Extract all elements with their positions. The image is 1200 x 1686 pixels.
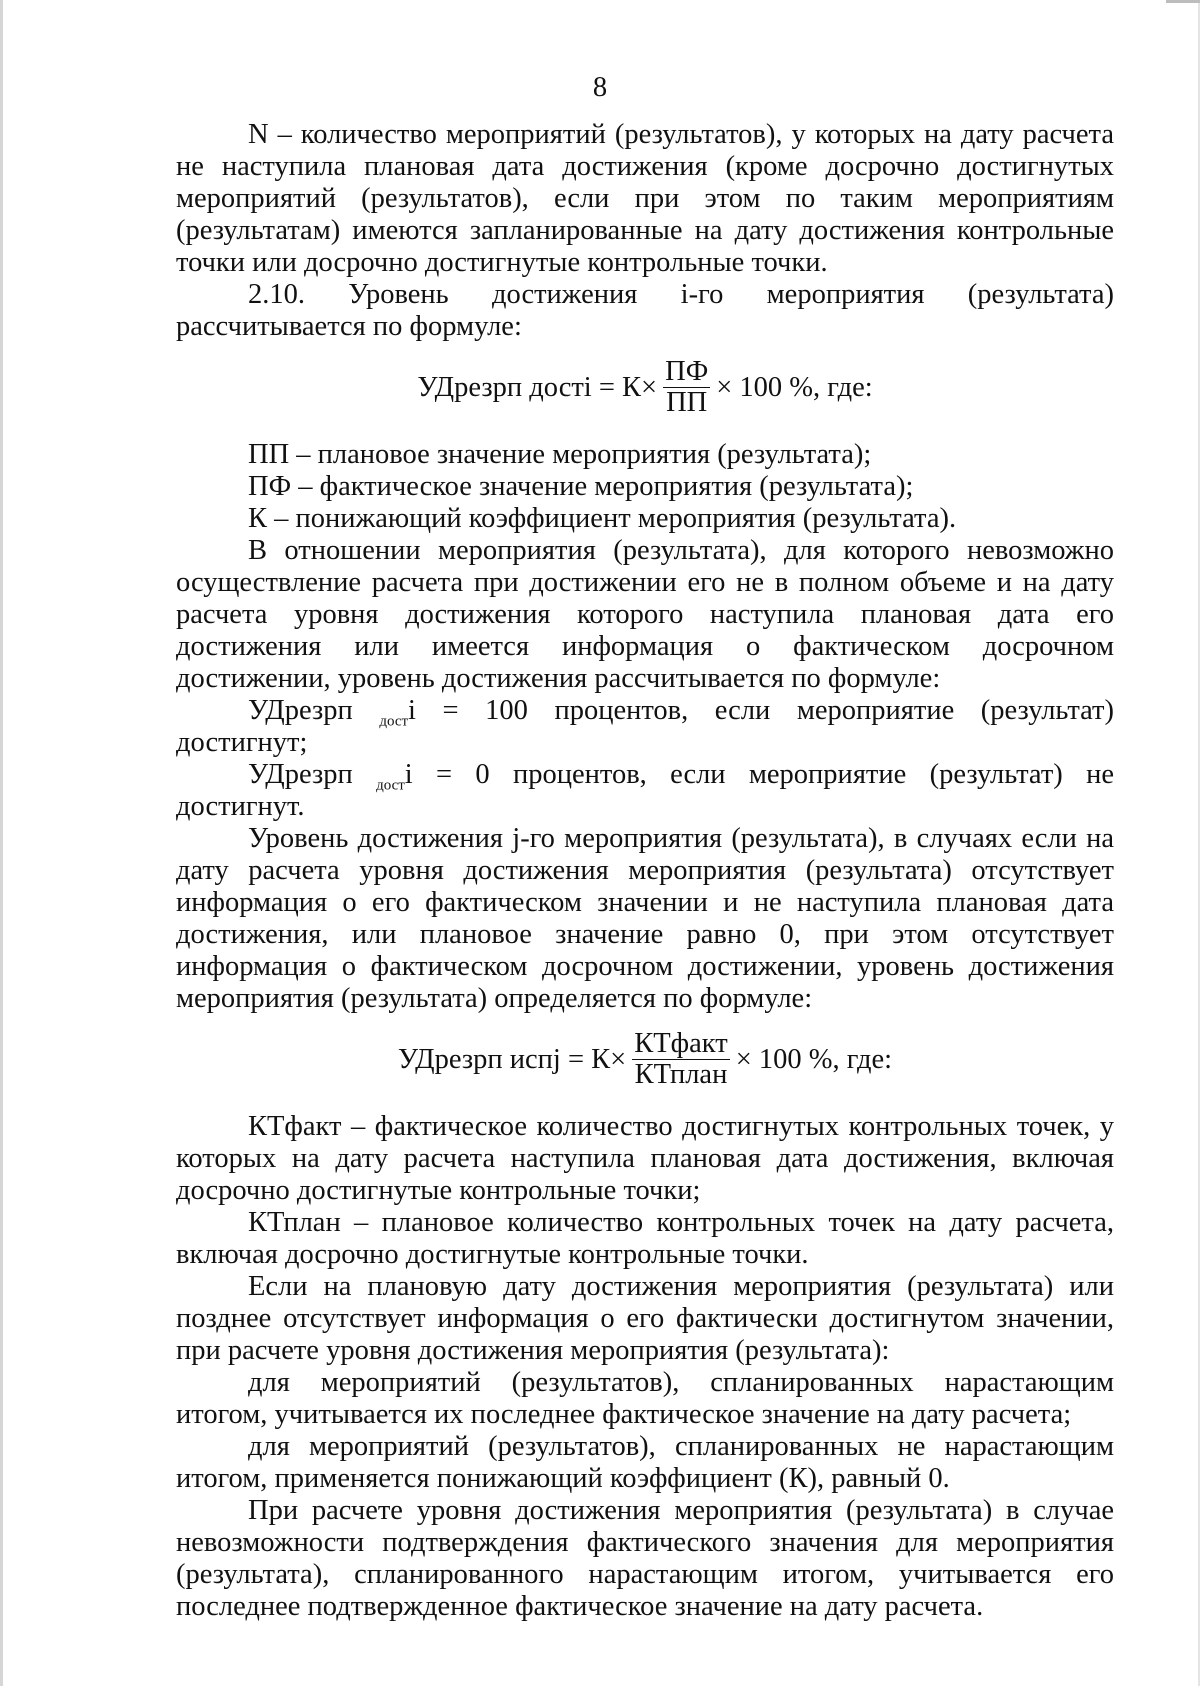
definition-pp: ПП – плановое значение мероприятия (результата); (248, 439, 872, 470)
scan-left-edge (0, 0, 3, 1686)
paragraph-cumulative: для мероприятий (результатов), спланированных нарастающим итогом, учитывается их последнее фактическое значение на дату расчета; (176, 1367, 1114, 1430)
page-number: 8 (592, 72, 608, 103)
rule-100-subscript: дост (379, 713, 409, 730)
rule-0-subscript: дост (376, 777, 405, 794)
formula2-fraction (632, 1029, 729, 1090)
definition-ktfakt: КТфакт – фактическое количество достигнутых контрольных точек, у которых на дату расчета наступила плановая дата достижения, включая досрочно достигнутые контрольные точки; (176, 1111, 1114, 1206)
scan-corner-mark (1166, 0, 1200, 3)
formula-achievement-j (176, 1015, 1114, 1111)
paragraph-partial-achievement: В отношении мероприятия (результата), для которого невозможно осуществление расчета при достижении его не в полном объеме и на дату расчета уровня достижения которого наступила плановая дата его достижения или имеется информация о фактическом досрочном достижении, уровень достижения рассчитывается по формуле: (176, 535, 1114, 694)
paragraph-confirmation: При расчете уровня достижения мероприятия (результата) в случае невозможности подтверждения фактического значения для мероприятия (результата), спланированного нарастающим итогом, учитывается его последнее подтвержденное фактическое значение на дату расчета. (176, 1495, 1114, 1622)
rule-0-percent (176, 759, 1114, 823)
formula2-lhs: УДрезрп испj = К× (397, 1043, 627, 1075)
rule-100-suffix: i = 100 процентов, если мероприятие (результат) достигнут; (176, 695, 1115, 758)
rule-100-prefix: УДрезрп (248, 695, 380, 726)
formula2-rhs: × 100 %, где: (735, 1043, 893, 1075)
formula2-denominator: КТплан (634, 1059, 728, 1090)
formula1-rhs: × 100 %, где: (716, 371, 873, 403)
paragraph-j-level: Уровень достижения j-го мероприятия (результата), в случаях если на дату расчета уровня достижения мероприятия (результата) отсутствует информация о его фактическом значении и не наступила плановая дата достижения, или плановое значение равно 0, при этом отсутствует информация о фактическом досрочном достижении, уровень достижения мероприятия (результата) определяется по формуле: (176, 823, 1114, 1014)
definition-k: К – понижающий коэффициент мероприятия (результата). (248, 503, 957, 534)
rule-0-prefix: УДрезрп (248, 759, 377, 790)
paragraph-n-definition: N – количество мероприятий (результатов), у которых на дату расчета не наступила плановая дата достижения (кроме досрочно достигнутых мероприятий (результатов), если при этом по таким мероприятиям (результатам) имеются запланированные на дату достижения контрольные точки или досрочно достигнутые контрольные точки. (176, 119, 1114, 278)
document-body (176, 119, 1114, 1623)
definition-pf: ПФ – фактическое значение мероприятия (результата); (248, 471, 914, 502)
formula1-numerator: ПФ (665, 356, 709, 387)
rule-100-percent (176, 695, 1114, 759)
paragraph-2-10: 2.10. Уровень достижения i-го мероприятия (результата) рассчитывается по формуле: (176, 279, 1114, 342)
paragraph-no-info: Если на плановую дату достижения мероприятия (результата) или позднее отсутствует информация о его фактически достигнутом значении, при расчете уровня достижения мероприятия (результата): (176, 1271, 1114, 1366)
formula1-fraction (663, 357, 710, 418)
rule-0-suffix: i = 0 процентов, если мероприятие (результат) не достигнут. (176, 759, 1114, 822)
formula2-numerator: КТфакт (634, 1028, 728, 1059)
formula1-denominator: ПП (666, 387, 708, 418)
formula-achievement-i (176, 343, 1114, 439)
paragraph-non-cumulative: для мероприятий (результатов), спланированных не нарастающим итогом, применяется понижающий коэффициент (К), равный 0. (176, 1431, 1114, 1494)
definition-ktplan: КТплан – плановое количество контрольных точек на дату расчета, включая досрочно достигнутые контрольные точки. (176, 1207, 1114, 1270)
formula1-lhs: УДрезрп достi = К× (417, 371, 658, 403)
